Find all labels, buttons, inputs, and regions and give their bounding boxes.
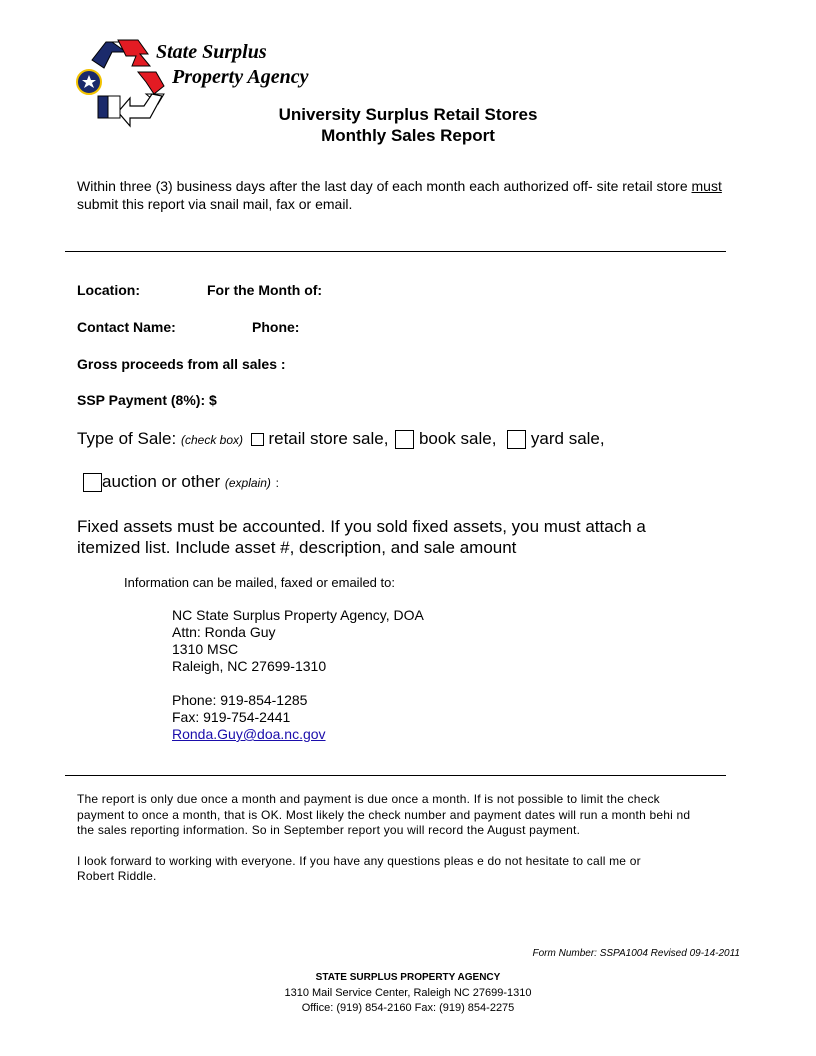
intro-paragraph — [77, 177, 747, 213]
footer-office: Office: (919) 854-2160 Fax: (919) 854-2275 — [301, 1002, 515, 1014]
mail-info-text: Information can be mailed, faxed or emailed to: — [124, 575, 395, 590]
agency-name-line2: Property Agency — [172, 66, 309, 88]
form-number: Form Number: SSPA1004 Revised 09-14-2011 — [532, 948, 740, 959]
divider-top — [65, 251, 726, 252]
fixed-assets-line2: itemized list. Include asset #, description, and sale amount — [77, 538, 517, 557]
notes-spacer — [77, 839, 757, 854]
contact-block — [172, 607, 424, 743]
phone-label: Phone: — [252, 319, 300, 335]
book-checkbox[interactable] — [395, 430, 414, 449]
notes-line1: The report is only due once a month and payment is due once a month. If is not possible to limit the check — [77, 792, 660, 806]
sale-type-hint: (check box) — [180, 433, 243, 447]
yard-option-label: yard sale, — [530, 429, 605, 448]
location-label: Location: — [77, 282, 140, 298]
auction-hint: (explain) — [224, 476, 271, 490]
contact-spacer — [172, 675, 424, 692]
auction-option-label: auction or other — [102, 472, 221, 491]
contact-org: NC State Surplus Property Agency, DOA — [172, 607, 424, 623]
auction-colon: : — [275, 476, 279, 490]
notes-line2: payment to once a month, that is OK. Most likely the check number and payment dates will run a month behi nd — [77, 807, 691, 822]
retail-option-label: retail store sale, — [268, 429, 389, 448]
intro-text-1: Within three (3) business days after the last day of each month each authorized off- site retail store — [77, 178, 692, 194]
agency-name-line1: State Surplus — [156, 41, 267, 63]
contact-attn: Attn: Ronda Guy — [172, 624, 276, 640]
sale-type-row — [77, 429, 605, 449]
contact-city: Raleigh, NC 27699-1310 — [172, 658, 327, 674]
auction-checkbox[interactable] — [83, 473, 102, 492]
fixed-assets-notice — [77, 516, 777, 558]
report-title-line2: Monthly Sales Report — [321, 126, 495, 145]
retail-checkbox[interactable] — [251, 433, 264, 446]
auction-row — [83, 472, 279, 492]
sale-type-label: Type of Sale: — [77, 429, 177, 448]
notes-line4: I look forward to working with everyone. If you have any questions pleas e do not hesitate to call me or — [77, 853, 641, 868]
contact-email-link[interactable]: Ronda.Guy@doa.nc.gov — [172, 726, 326, 742]
intro-emphasis: must — [691, 178, 722, 194]
report-title-line1: University Surplus Retail Stores — [278, 105, 538, 124]
book-option-label: book sale, — [418, 429, 497, 448]
yard-checkbox[interactable] — [507, 430, 526, 449]
notes-block — [77, 792, 757, 885]
fixed-assets-line1: Fixed assets must be accounted. If you sold fixed assets, you must attach a — [77, 517, 646, 536]
divider-bottom — [65, 775, 726, 776]
notes-line3: the sales reporting information. So in September report you will record the August payment. — [77, 823, 581, 837]
intro-text-2: submit this report via snail mail, fax or email. — [77, 196, 353, 212]
contact-fax: Fax: 919-754-2441 — [172, 709, 291, 725]
footer-address: 1310 Mail Service Center, Raleigh NC 27699-1310 — [284, 987, 532, 999]
ssp-payment-label: SSP Payment (8%): $ — [77, 392, 217, 408]
footer-agency-name: STATE SURPLUS PROPERTY AGENCY — [315, 972, 501, 983]
month-label: For the Month of: — [207, 282, 323, 298]
contact-name-label: Contact Name: — [77, 319, 176, 335]
contact-msc: 1310 MSC — [172, 641, 239, 657]
gross-proceeds-label: Gross proceeds from all sales : — [77, 356, 286, 372]
notes-line5: Robert Riddle. — [77, 869, 157, 883]
contact-phone: Phone: 919-854-1285 — [172, 692, 308, 708]
